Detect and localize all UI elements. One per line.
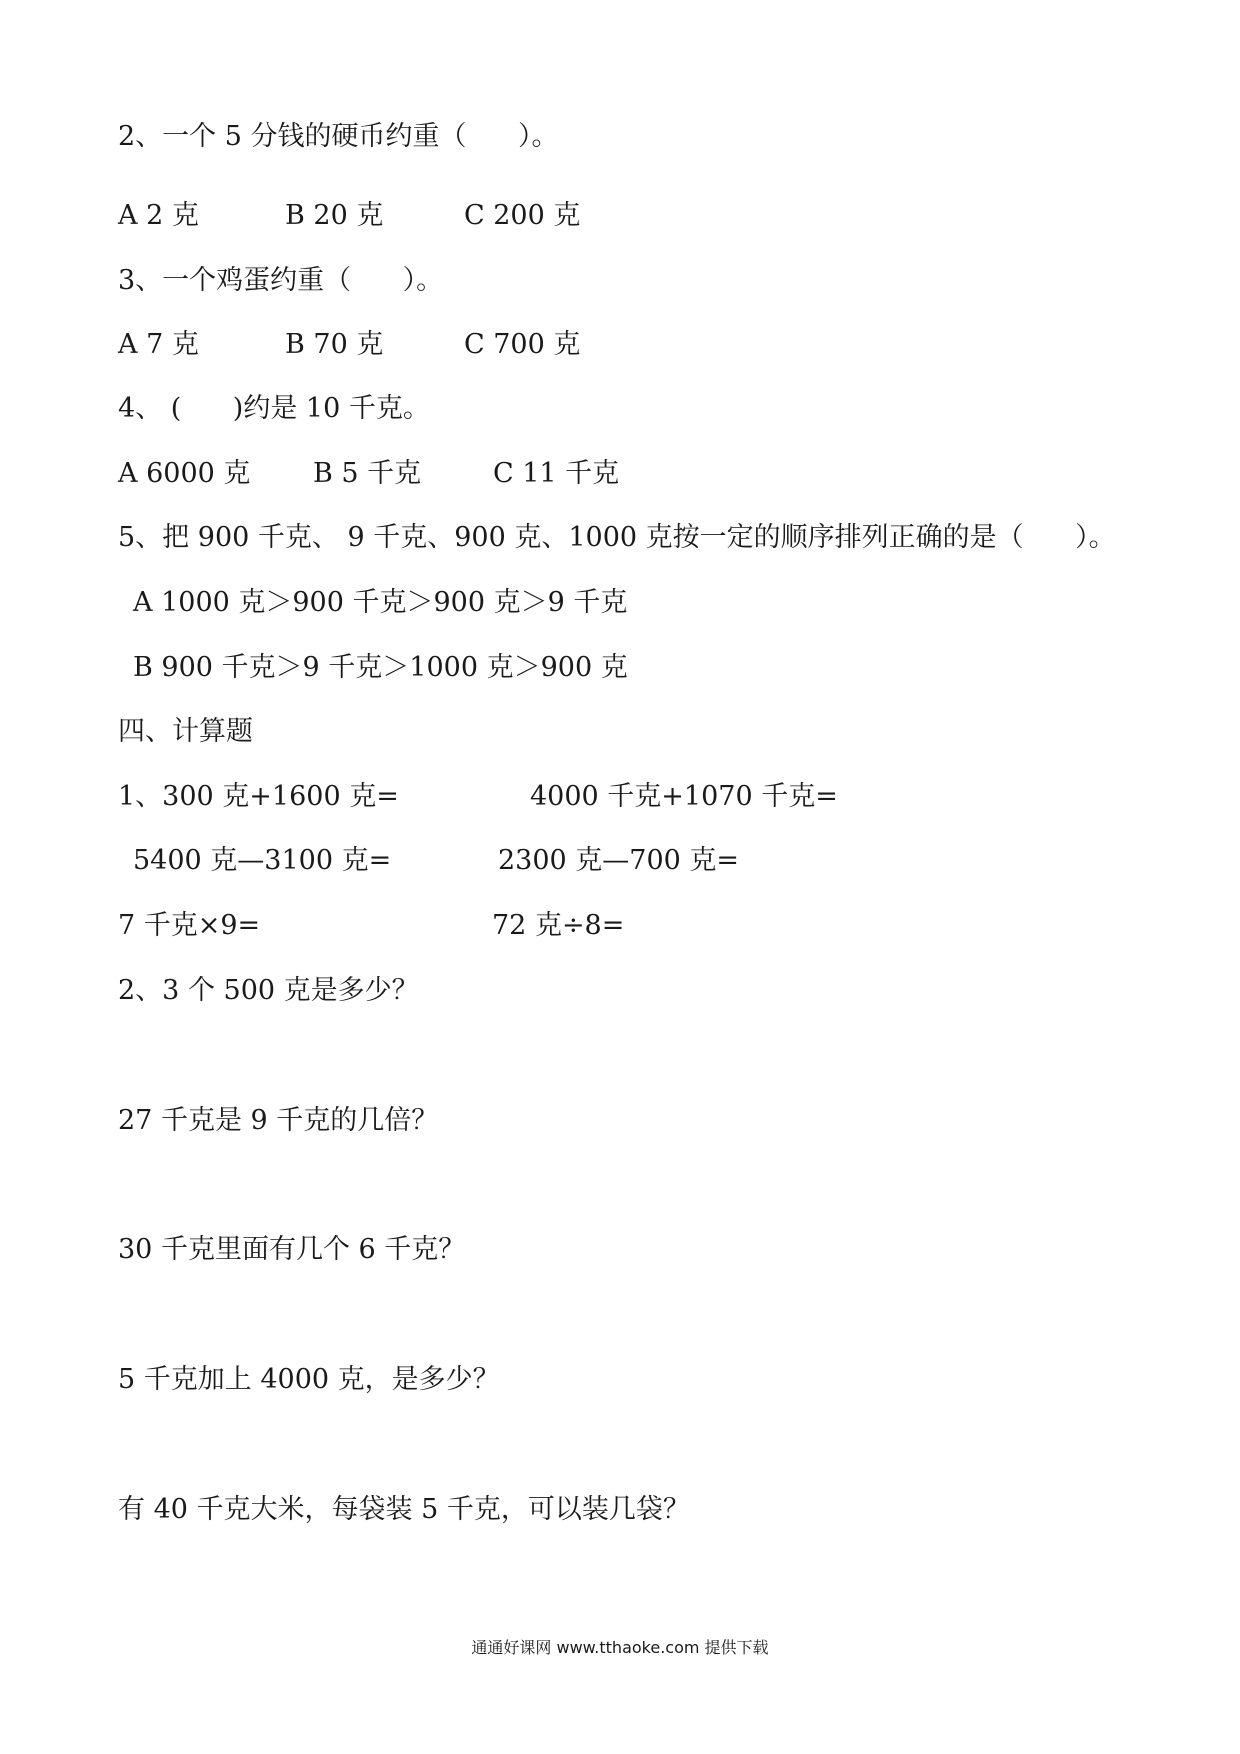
question-3-option-a: A 7 克 (118, 329, 199, 360)
question-4-option-a: A 6000 克 (118, 458, 251, 489)
word-problem-3: 30 千克里面有几个 6 千克？ (118, 1234, 466, 1265)
question-2-option-c: C 200 克 (464, 200, 581, 231)
calc-item-2a: 5400 克—3100 克= (133, 845, 392, 876)
footer-credit: 通通好课网 www.tthaoke.com 提供下载 (471, 1638, 769, 1657)
calc-item-1b: 4000 千克+1070 千克= (530, 781, 838, 812)
question-4-stem: 4、 ( )约是 10 千克。 (118, 393, 430, 424)
word-problem-5: 有 40 千克大米，每袋装 5 千克，可以装几袋？ (118, 1494, 690, 1525)
question-3-option-b: B 70 克 (285, 329, 384, 360)
question-3-stem: 3、一个鸡蛋约重（ ）。 (118, 265, 444, 296)
question-2-option-b: B 20 克 (285, 200, 384, 231)
question-4-option-c: C 11 千克 (493, 458, 620, 489)
word-problem-1: 2、3 个 500 克是多少？ (118, 975, 419, 1006)
section-heading: 四、计算题 (118, 716, 253, 747)
word-problem-2: 27 千克是 9 千克的几倍？ (118, 1105, 439, 1136)
calc-item-3b: 72 克÷8= (492, 910, 625, 941)
question-2-stem: 2、一个 5 分钱的硬币约重（ ）。 (118, 121, 559, 152)
word-problem-4: 5 千克加上 4000 克，是多少？ (118, 1364, 500, 1395)
calc-item-1a: 1、300 克+1600 克= (118, 781, 399, 812)
question-5-stem: 5、把 900 千克、 9 千克、900 克、1000 克按一定的顺序排列正确的是（ ）。 (118, 522, 1116, 553)
calc-item-3a: 7 千克×9= (118, 910, 261, 941)
question-5-option-a: A 1000 克＞900 千克＞900 克＞9 千克 (133, 587, 628, 618)
question-4-option-b: B 5 千克 (313, 458, 422, 489)
question-3-option-c: C 700 克 (464, 329, 581, 360)
question-5-option-b: B 900 千克＞9 千克＞1000 克＞900 克 (133, 652, 628, 683)
question-2-option-a: A 2 克 (118, 200, 199, 231)
calc-item-2b: 2300 克—700 克= (498, 845, 740, 876)
